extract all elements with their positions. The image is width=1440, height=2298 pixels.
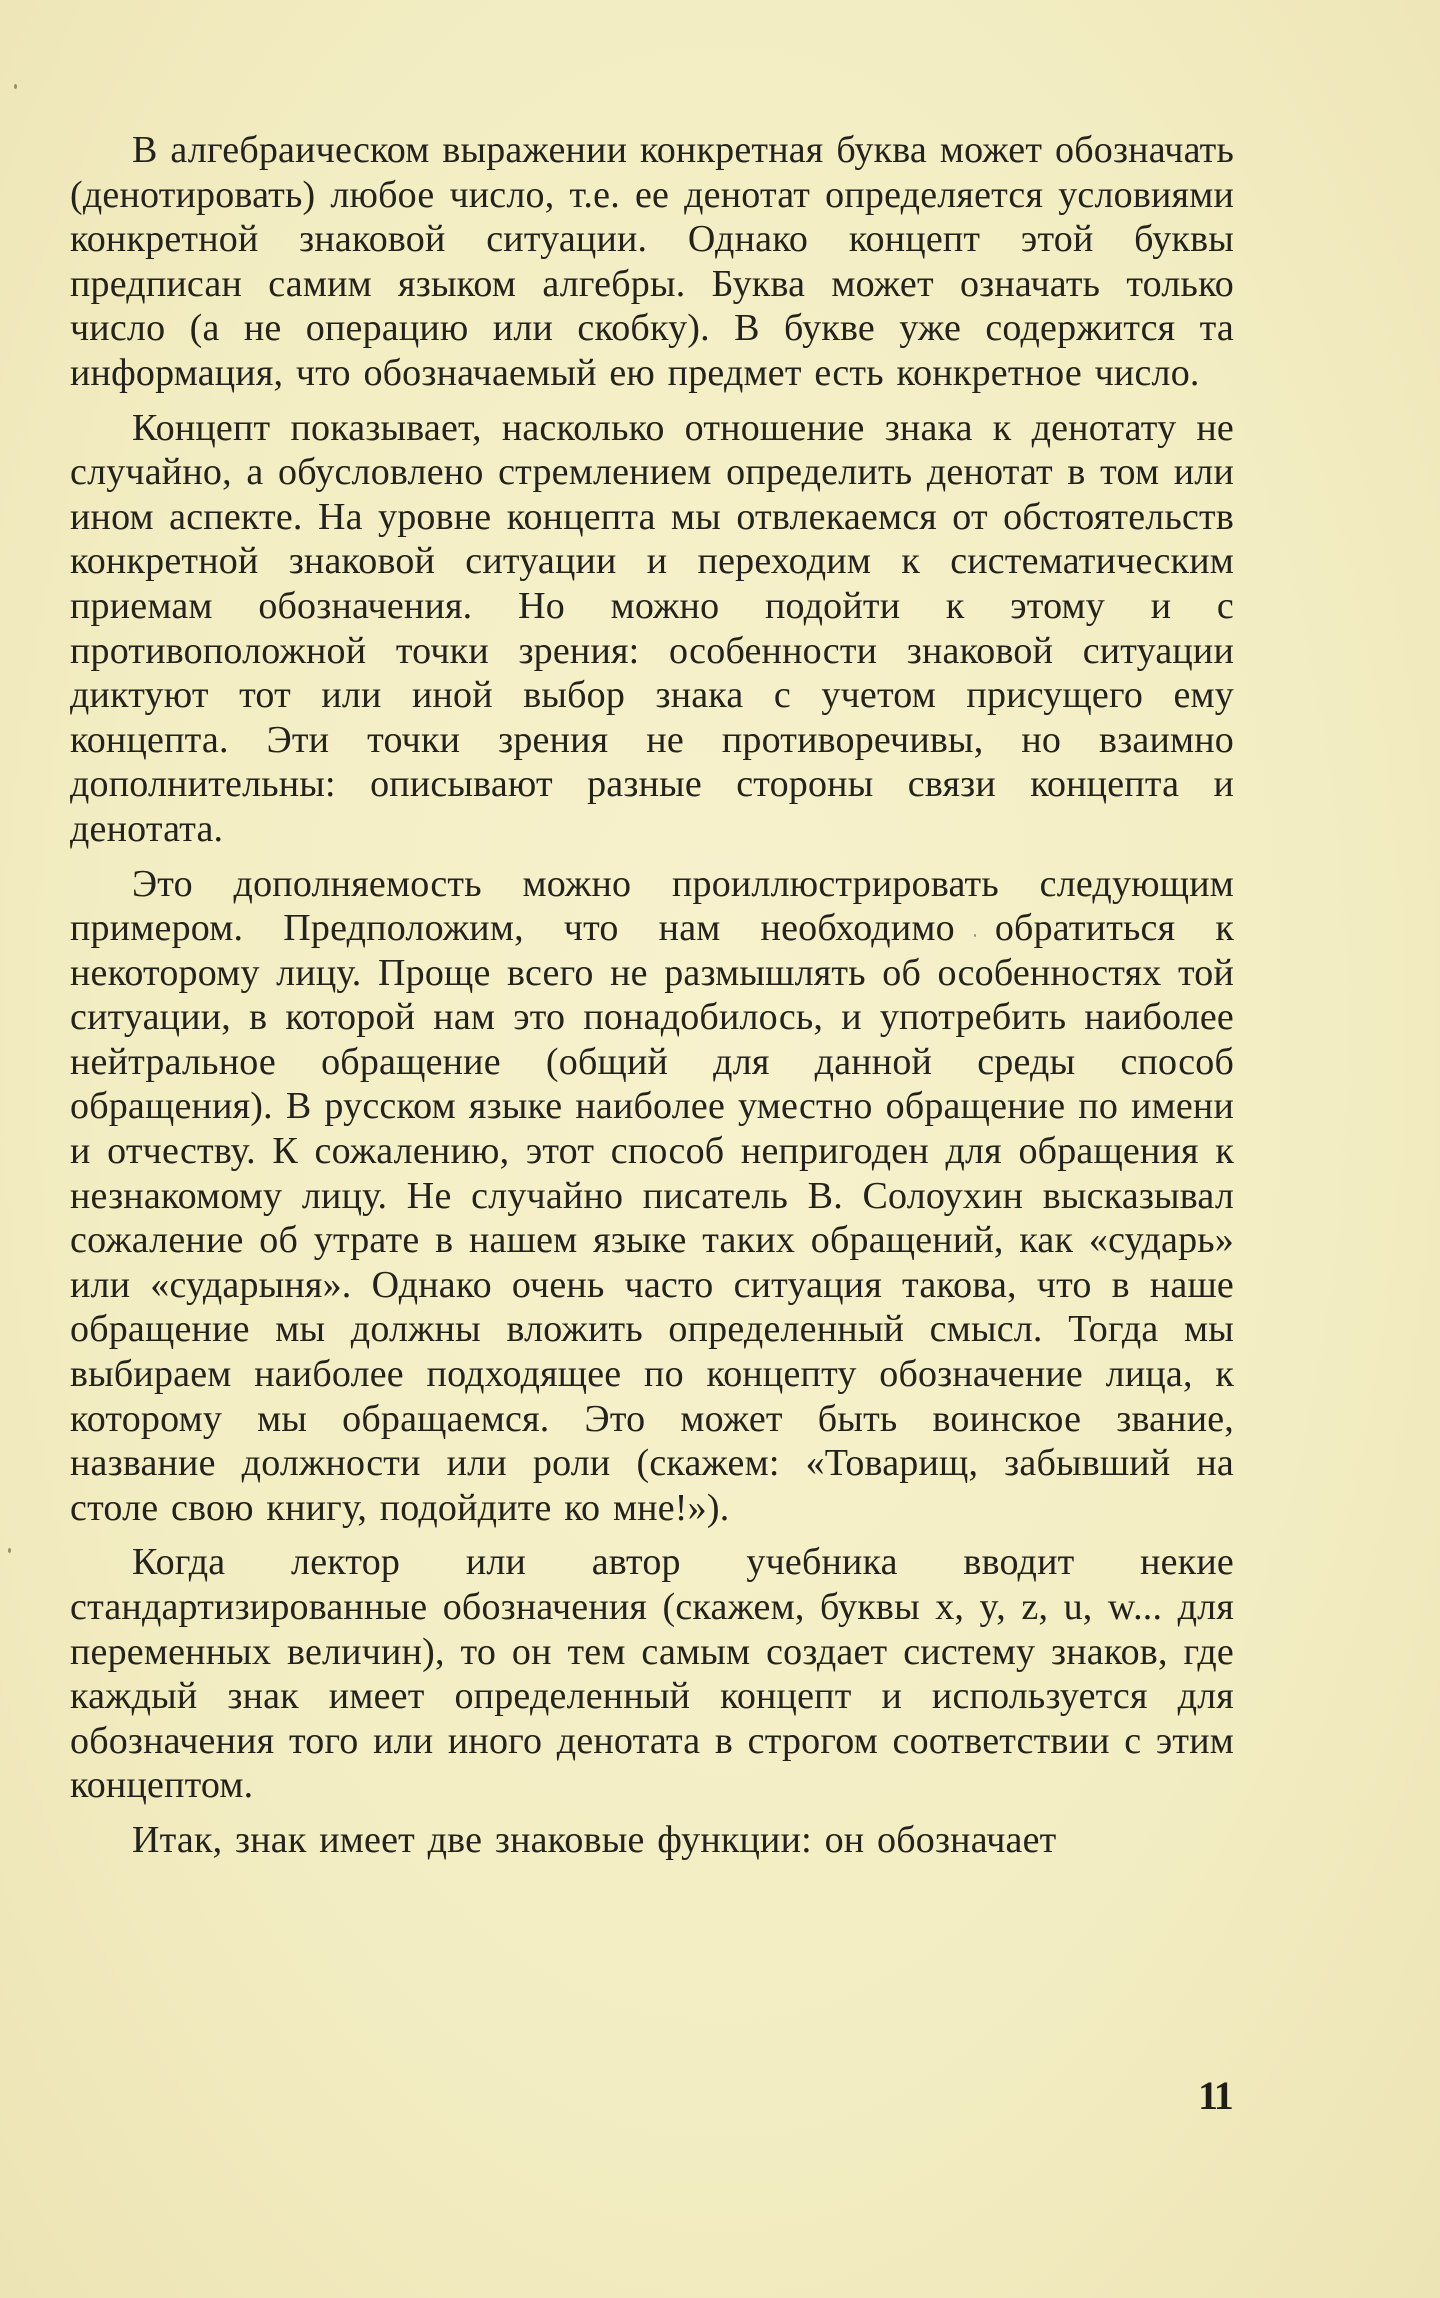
page-number: 11 [1198,2073,1232,2118]
paragraph-4: Когда лектор или автор учебника вводит некие стандартизированные обозначения (скажем, буквы x, y, z, u, w... для переменных величин), то он тем самым создает систему знаков, где каждый знак имеет определенный концепт и используется для обозначения того или иного денотата в строгом соответствии с этим концептом. [70,1541,1234,1807]
paper-speck [14,84,17,89]
paper-speck [8,1548,11,1553]
paragraph-1: В алгебраическом выражении конкретная буква может обозначать (денотировать) любое число, т.е. ее денотат определяется условиями конкретной знаковой ситуации. Однако концепт этой буквы предписан самим языком алгебры. Буква может означать только число (а не операцию или скобку). В букве уже содержится та информация, что обозначаемый ею предмет есть конкретное число. [70,129,1234,394]
paragraph-5: Итак, знак имеет две знаковые функции: он обозначает [132,1818,1057,1861]
paragraph-3: Это дополняемость можно проиллюстрировать следующим примером. Предположим, что нам необходимо обратиться к некоторому лицу. Проще всего не размышлять об особенностях той ситуации, в которой нам это понадобилось, и употребить наиболее нейтральное обращение (общий для данной среды способ обращения). В русском языке наиболее уместно обращение по имени и отчеству. К сожалению, этот способ непригоден для обращения к незнакомому лицу. Не случайно писатель В. Солоухин высказывал сожаление об утрате в нашем языке таких обращений, как «сударь» или «сударыня». Однако очень часто ситуация такова, что в наше обращение мы должны вложить определенный смысл. Тогда мы выбираем наиболее подходящее по концепту обозначение лица, к которому мы обращаемся. Это может быть воинское звание, название должности или роли (скажем: «Товарищ, забывший на столе свою книгу, подойдите ко мне!»). [70,862,1234,1529]
body-text [70,128,1234,1863]
paragraph-2: Концепт показывает, насколько отношение знака к денотату не случайно, а обусловлено стремлением определить денотат в том или ином аспекте. На уровне концепта мы отвлекаемся от обстоятельств конкретной знаковой ситуации и переходим к систематическим приемам обозначения. Но можно подойти к этому и с противоположной точки зрения: особенности знаковой ситуации диктуют тот или иной выбор знака с учетом присущего ему концепта. Эти точки зрения не противоречивы, но взаимно дополнительны: описывают разные стороны связи концепта и денотата. [70,406,1234,850]
